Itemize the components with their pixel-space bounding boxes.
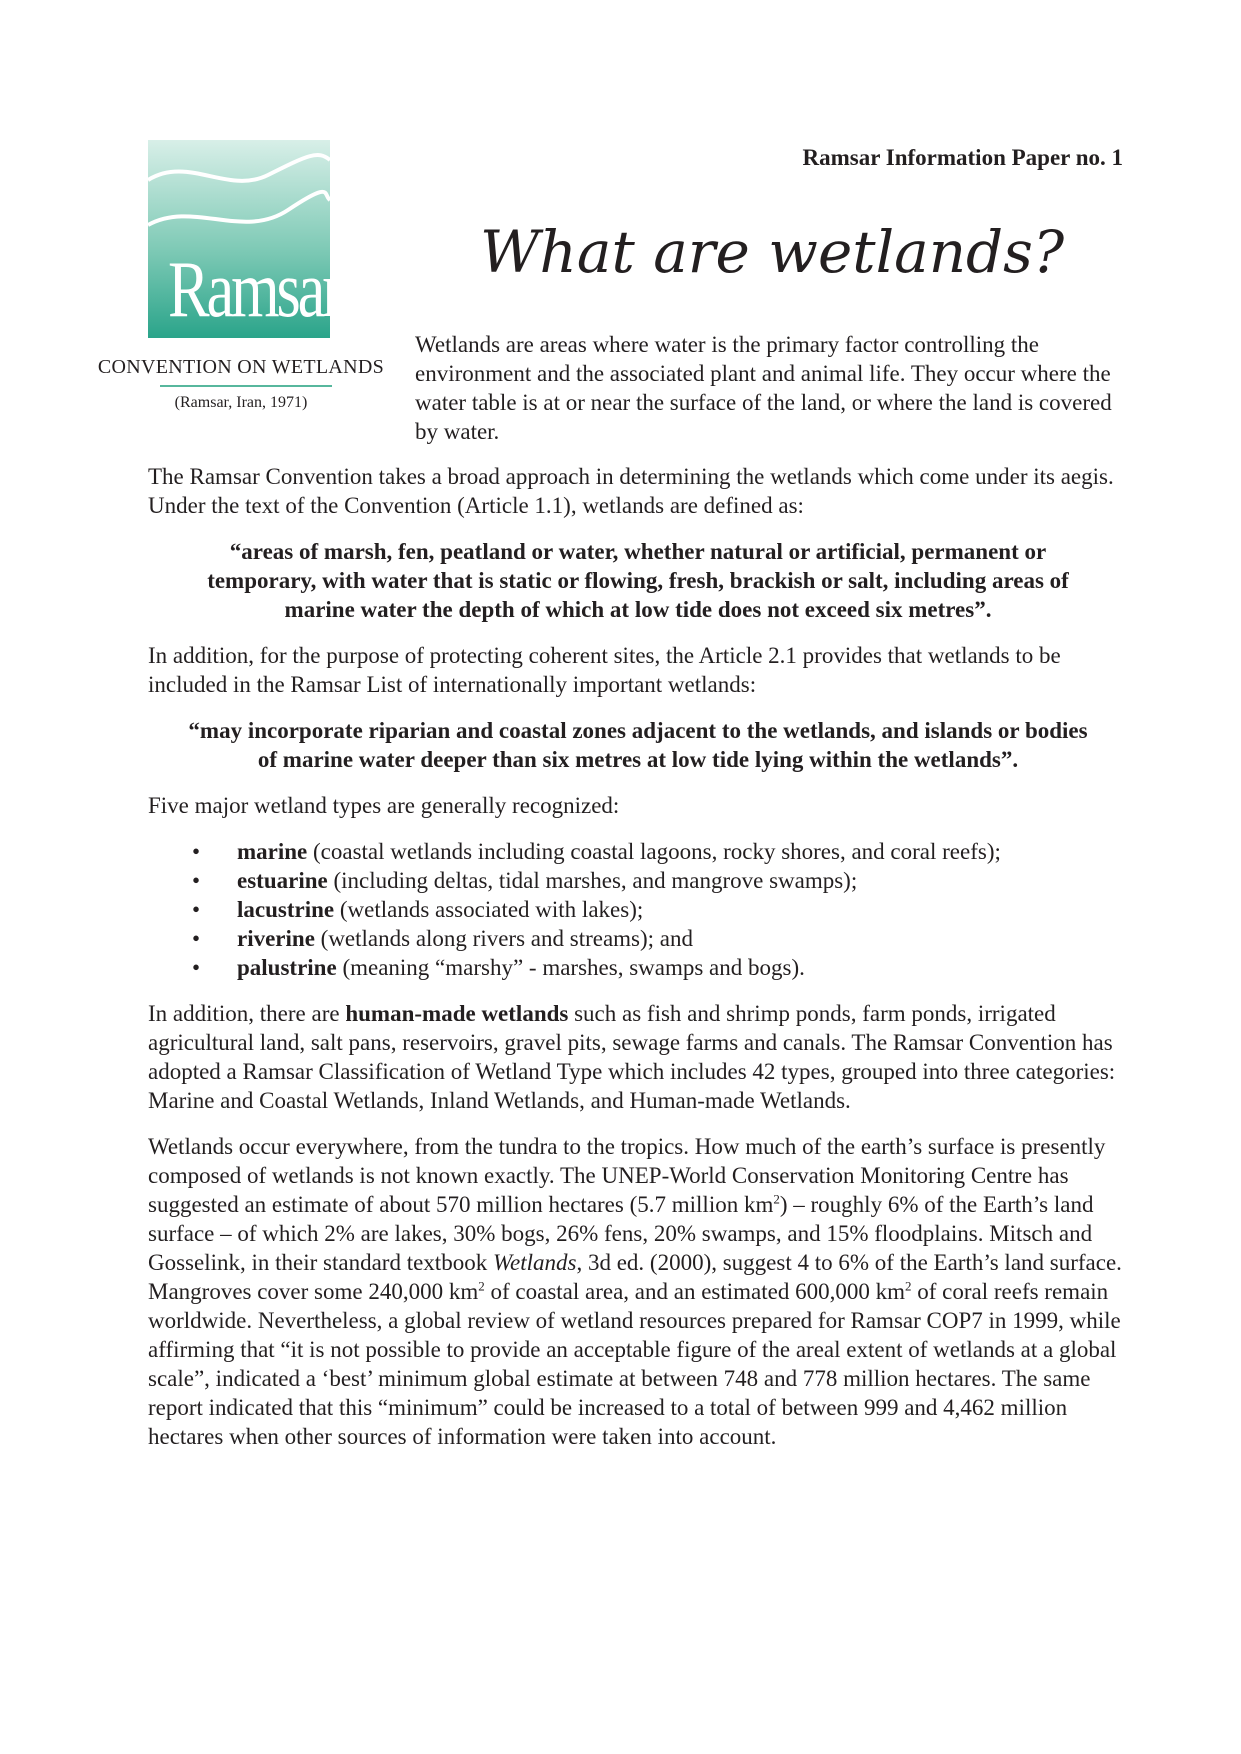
text-run: Wetlands occur everywhere, from the tundra to the tropics. How much of the earth’s surface is presently composed of wetlands is not known exactly. The UNEP-World Conservation Monitoring Centre has suggested an estimate of about 570 million hectares (5.7 million km (148, 1134, 1106, 1217)
paragraph-human-made-wetlands (148, 999, 1128, 1115)
convention-name: CONVENTION ON WETLANDS (97, 356, 385, 378)
quote-article-2-1: “may incorporate riparian and coastal zones adjacent to the wetlands, and islands or bodies of marine water deeper than six metres at low tide lying within the wetlands”. (188, 718, 1088, 772)
wetland-types-list (148, 837, 1128, 982)
paragraph-convention-approach: The Ramsar Convention takes a broad approach in determining the wetlands which come under its aegis. Under the text of the Convention (Article 1.1), wetlands are defined as: (148, 464, 1114, 518)
type-term: lacustrine (237, 897, 335, 922)
convention-place-date: (Ramsar, Iran, 1971) (174, 394, 308, 411)
bullet-icon: • (192, 868, 201, 893)
type-description: (wetlands associated with lakes); (334, 897, 644, 922)
page-title: What are wetlands? (479, 218, 1065, 286)
text-run: of coral reefs remain worldwide. Nevertheless, a global review of wetland resources prepared for Ramsar COP7 in 1999, while affirming that “it is not possible to provide an acceptable figure of the areal extent of wetlands at a global scale”, indicated a ‘best’ minimum global estimate at between 748 and 778 million hectares. The same report indicated that this “minimum” could be increased to a total of between 999 and 4,462 million hectares when other sources of information were taken into account. (148, 1279, 1121, 1449)
type-description: (meaning “marshy” - marshes, swamps and bogs). (336, 955, 805, 980)
bullet-icon: • (192, 839, 201, 864)
paper-label: Ramsar Information Paper no. 1 (802, 145, 1123, 170)
bullet-icon: • (192, 897, 201, 922)
type-term: marine (237, 839, 308, 864)
list-item (148, 866, 1128, 895)
document-body (148, 462, 1128, 1468)
italic-title: Wetlands (492, 1250, 577, 1275)
paragraph-global-extent (148, 1132, 1128, 1451)
text-run: ) – roughly 6% of the Earth’s land surface – of which 2% are lakes, 30% bogs, 26% fens, 20% swamps, and 15% floodplains. Mitsch and Gosselink, in their standard textbook (148, 1192, 1094, 1275)
text-run: of coastal area, and an estimated 600,000 km (484, 1279, 905, 1304)
paragraph-article-2-1: In addition, for the purpose of protecting coherent sites, the Article 2.1 provides that wetlands to be included in the Ramsar List of internationally important wetlands: (148, 643, 1061, 697)
list-item (148, 924, 1128, 953)
type-term: palustrine (237, 955, 337, 980)
list-item (148, 895, 1128, 924)
text-run: such as fish and shrimp ponds, farm ponds, irrigated agricultural land, salt pans, reservoirs, gravel pits, sewage farms and canals. The Ramsar Convention has adopted a Ramsar Classification of Wetland Type which includes 42 types, grouped into three categories: Marine and Coastal Wetlands, Inland Wetlands, and Human-made Wetlands. (148, 1001, 1116, 1113)
superscript: 2 (905, 1278, 912, 1294)
superscript: 2 (773, 1191, 780, 1207)
intro-paragraph: Wetlands are areas where water is the primary factor controlling the environment and the associated plant and animal life. They occur where the water table is at or near the surface of the land, or where the land is covered by water. (415, 332, 1112, 444)
quote-article-1-1: “areas of marsh, fen, peatland or water, whether natural or artificial, permanent or temporary, with water that is static or flowing, fresh, brackish or salt, including areas of marine water the depth of which at low tide does not exceed six metres”. (207, 539, 1069, 622)
text-run: , 3d ed. (2000), suggest 4 to 6% of the Earth’s land surface. Mangroves cover some 240,000 km (148, 1250, 1122, 1304)
superscript: 2 (478, 1278, 485, 1294)
list-item (148, 837, 1128, 866)
type-description: (including deltas, tidal marshes, and mangrove swamps); (327, 868, 858, 893)
logo-divider (160, 385, 332, 387)
bullet-icon: • (192, 926, 201, 951)
logo-wordmark: Ramsar (168, 246, 340, 334)
list-item (148, 953, 1128, 982)
type-description: (wetlands along rivers and streams); and (314, 926, 694, 951)
type-term: riverine (237, 926, 315, 951)
paragraph-wetland-types-intro: Five major wetland types are generally recognized: (148, 793, 620, 818)
ramsar-logo (148, 140, 340, 338)
bullet-icon: • (192, 955, 201, 980)
type-term: estuarine (237, 868, 328, 893)
bold-term: human-made wetlands (345, 1001, 569, 1026)
type-description: (coastal wetlands including coastal lagoons, rocky shores, and coral reefs); (307, 839, 1001, 864)
text-run: In addition, there are (148, 1001, 346, 1026)
